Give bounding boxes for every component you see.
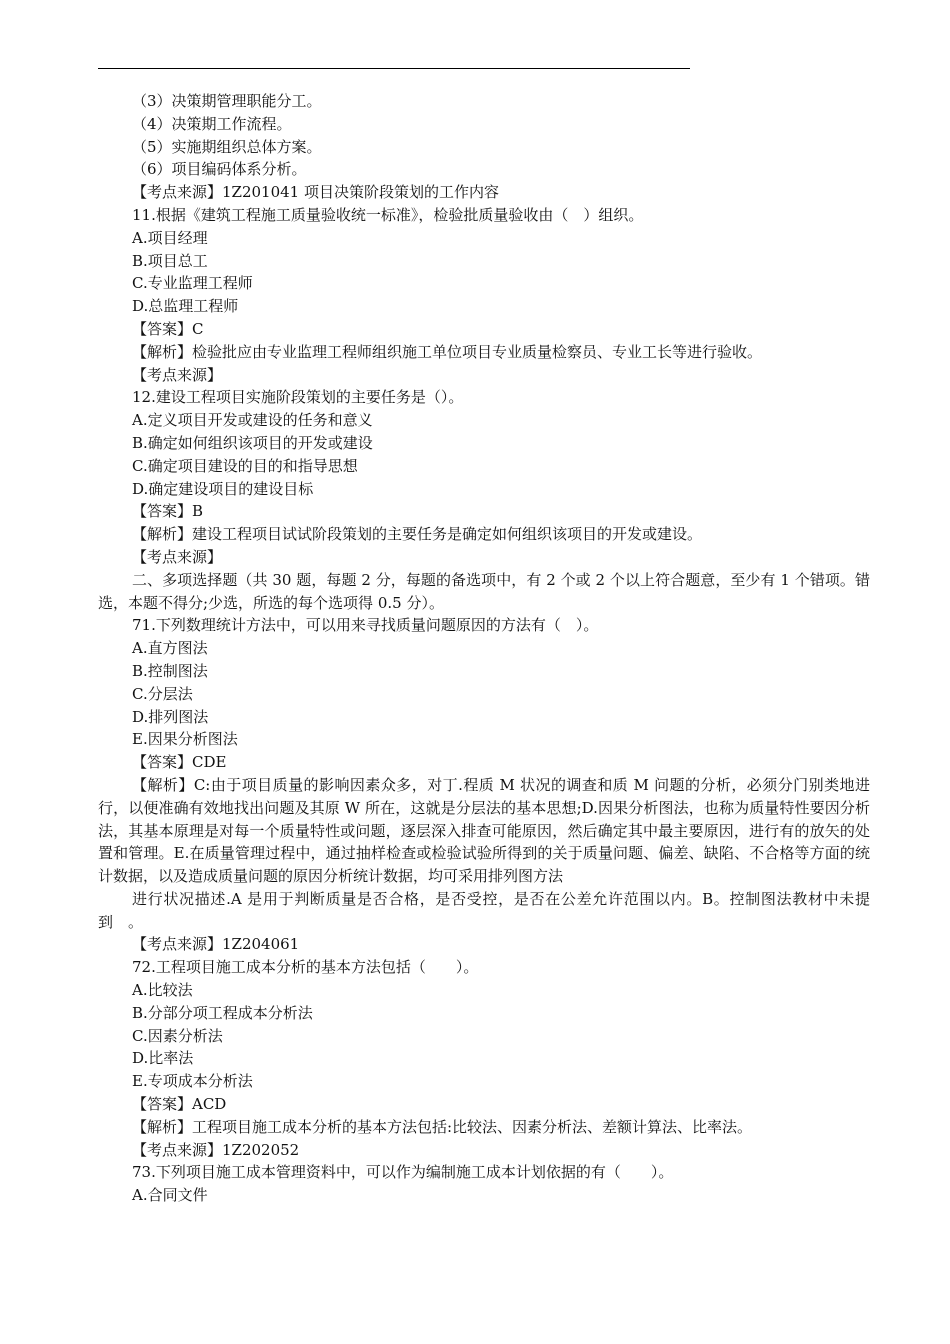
section-heading: 二、多项选择题（共 30 题，每题 2 分，每题的备选项中，有 2 个或 2 个以上符合题意，至少有 1 个错项。错选，本题不得分;少选，所选的每个选项得 0.5 分）。 [98,570,870,612]
option-b: B.项目总工 [132,251,208,270]
text-line: （6）项目编码体系分析。 [132,160,307,179]
option-c: C.专业监理工程师 [132,274,253,293]
source-note: 【考点来源】1Z201041 项目决策阶段策划的工作内容 [132,183,499,202]
option-d: D.确定建设项目的建设目标 [132,479,314,498]
document-body [98,90,870,1207]
question-11: 11.根据《建筑工程施工质量验收统一标准》，检验批质量验收由（ ）组织。 [132,205,644,224]
option-e: E.因果分析图法 [132,730,238,749]
text-line: （4）决策期工作流程。 [132,114,292,133]
option-d: D.总监理工程师 [132,297,239,316]
source-note: 【考点来源】 [132,547,223,566]
option-d: D.排列图法 [132,707,209,726]
option-a: A.合同文件 [132,1186,208,1205]
option-c: C.因素分析法 [132,1026,223,1045]
option-c: C.确定项目建设的目的和指导思想 [132,456,358,475]
analysis: 【解析】检验批应由专业监理工程师组织施工单位项目专业质量检察员、专业工长等进行验收。 [132,342,763,361]
option-e: E.专项成本分析法 [132,1072,253,1091]
analysis-paragraph: 进行状况描述.A 是用于判断质量是否合格，是否受控，是否在公差允许范围以内。B。控制图法教材中未提到 。 [98,889,870,931]
option-b: B.分部分项工程成本分析法 [132,1003,313,1022]
text-line: （3）决策期管理职能分工。 [132,92,322,110]
option-d: D.比率法 [132,1049,194,1068]
question-12: 12.建设工程项目实施阶段策划的主要任务是（）。 [132,388,464,407]
analysis: 【解析】工程项目施工成本分析的基本方法包括:比较法、因素分析法、差额计算法、比率法。 [132,1117,753,1136]
header-rule [98,68,690,69]
option-b: B.确定如何组织该项目的开发或建设 [132,433,373,452]
source-note: 【考点来源】1Z204061 [132,935,300,954]
answer: 【答案】B [132,502,204,521]
option-a: A.比较法 [132,981,193,1000]
analysis: 【解析】建设工程项目试试阶段策划的主要任务是确定如何组织该项目的开发或建设。 [132,525,703,544]
question-72: 72.工程项目施工成本分析的基本方法包括（ ）。 [132,958,479,977]
question-73: 73.下列项目施工成本管理资料中，可以作为编制施工成本计划依据的有（ ）。 [132,1163,674,1182]
option-b: B.控制图法 [132,661,208,680]
answer: 【答案】CDE [132,753,227,772]
answer: 【答案】ACD [132,1095,227,1114]
option-a: A.项目经理 [132,228,208,247]
option-c: C.分层法 [132,684,193,703]
text-line: （5）实施期组织总体方案。 [132,137,322,156]
answer: 【答案】C [132,319,204,338]
source-note: 【考点来源】 [132,365,223,384]
option-a: A.定义项目开发或建设的任务和意义 [132,411,373,430]
source-note: 【考点来源】1Z202052 [132,1140,300,1159]
option-a: A.直方图法 [132,639,208,658]
question-71: 71.下列数理统计方法中，可以用来寻找质量问题原因的方法有（ ）。 [132,616,599,635]
analysis-paragraph: 【解析】C:由于项目质量的影响因素众多，对丁.程质 M 状况的调查和质 M 问题的分析，必须分门别类地进行，以便准确有效地找出问题及其原 W 所在，这就是分层法的基本思想;D.因果分析图法，也称为质量特性要因分析法，其基本原理是对每一个质量特性或问题，逐层深入排查可能原因，然后确定其中最主要原因，进行有的放矢的处置和管理。E.在质量管理过程中，通过抽样检查或检验试验所得到的关于质量问题、偏差、缺陷、不合格等方面的统计数据，以及造成质量问题的原因分析统计数据，均可采用排列图方法 [98,775,870,886]
